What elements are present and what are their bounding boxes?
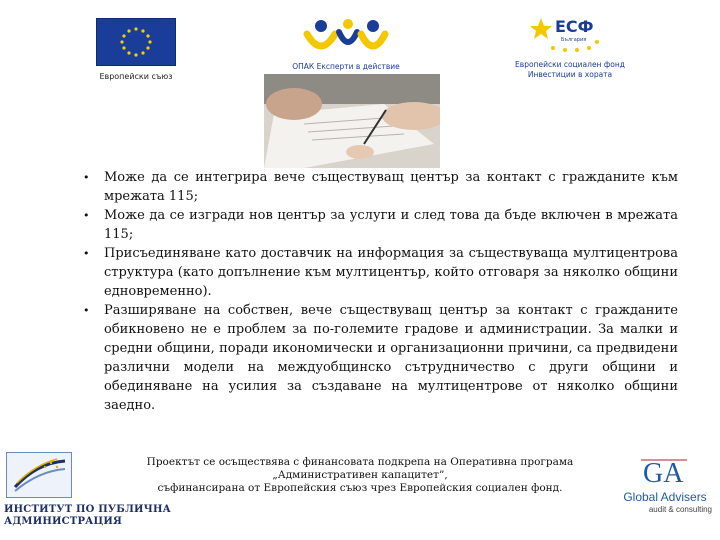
bullet-icon: • [83,304,90,317]
esf-mark: ЕСФ [555,17,594,36]
ipa-caption [4,504,171,528]
ipa-emblem-icon [7,453,71,497]
ipa-logo [6,452,72,498]
list-item-text: Може да се изгради нов център за услуги и след това да бъде включен в мрежата 115; [104,208,678,242]
bullet-icon: • [83,209,90,222]
eu-caption: Европейски съюз [99,72,173,81]
list-item-text: Разширяване на собствен, вече съществуващ център за контакт с гражданите обикновено не е проблем за по-големите градове и администрации. За малки и средни общини, поради икономически и организационни причини, са предвидени различни модели на междуобщинско сътрудничество с други общини и обединяване на усилия за създаване на мултицентрове от няколко общини заедно. [104,303,678,413]
footer-line1: Проектът се осъществява с финансовата подкрепа на Оперативна програма [146,456,574,468]
list-item [78,168,678,206]
ipa-caption-line1: ИНСТИТУТ ПО ПУБЛИЧНА [4,504,171,515]
eu-logo [96,18,176,81]
bullet-icon: • [83,171,90,184]
esf-logo [500,14,640,80]
esf-caption [500,60,640,80]
esf-country: България [561,37,587,43]
bullet-list [78,168,678,415]
ipa-caption-line2: АДМИНИСТРАЦИЯ [4,516,123,527]
bullet-icon: • [83,247,90,260]
global-advisers-logo [618,456,712,514]
esf-stars-icon [525,14,615,54]
list-item [78,206,678,244]
ga-monogram-icon [635,456,695,486]
opak-figures-icon [301,18,391,56]
opak-caption: ОПАК Експерти в действие [292,62,400,71]
esf-caption-line1: Европейски социален фонд [515,60,625,69]
list-item-text: Присъединяване като доставчик на информация за съществуваща мултицентрова структура (като допълнение към мултицентър, който отговаря за няколко общини едновременно). [104,246,678,299]
ga-mark: GA [643,458,684,486]
list-item [78,301,678,415]
ga-subtitle: audit & consulting [648,505,712,514]
footer-line2: „Административен капацитет”, [272,469,448,481]
opak-logo [286,18,406,71]
list-item-text: Може да се интегрира вече съществуващ център за контакт с гражданите към мрежата 115; [104,170,678,204]
esf-caption-line2: Инвестиции в хората [527,70,613,79]
list-item [78,244,678,301]
eu-flag-icon [96,18,176,66]
ga-name: Global Advisers [623,490,707,504]
funding-footer [110,456,610,495]
footer-line3: съфинансирана от Европейския съюз чрез Европейския социален фонд. [157,482,563,494]
hands-documents-photo [264,74,440,168]
